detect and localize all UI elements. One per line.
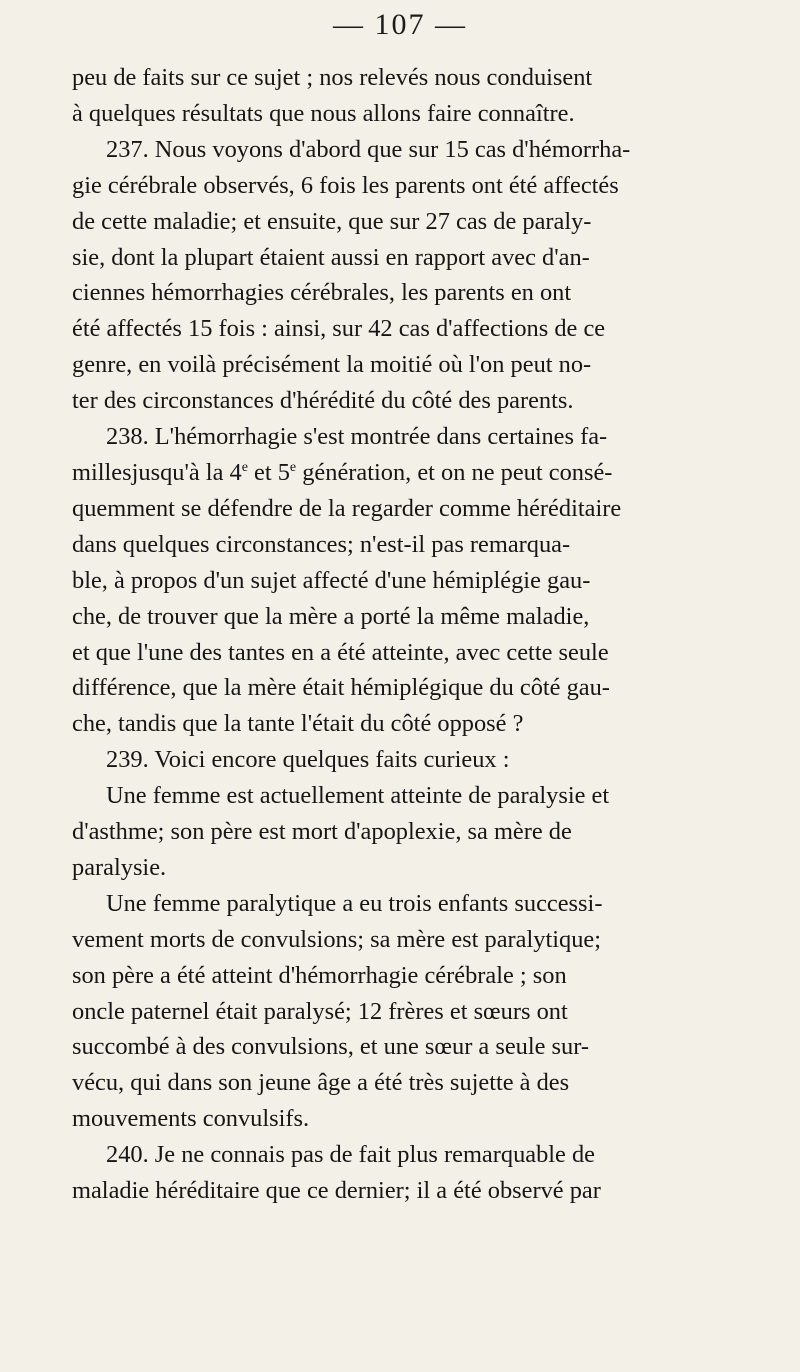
text-line: à quelques résultats que nous allons faire connaître. — [72, 99, 575, 127]
superscript: e — [289, 459, 297, 475]
paragraph-237 — [72, 132, 740, 419]
page-body-text — [72, 60, 740, 1209]
text-line: che, tandis que la tante l'était du côté opposé ? — [72, 710, 524, 738]
text-line: genre, en voilà précisément la moitié où l'on peut no- — [72, 351, 592, 379]
text-line: été affectés 15 fois : ainsi, sur 42 cas d'affections de ce — [72, 315, 606, 343]
text-line: peu de faits sur ce sujet ; nos relevés nous conduisent — [72, 64, 593, 91]
paragraph-238 — [72, 419, 740, 742]
text-line: différence, que la mère était hémiplégique du côté gau- — [72, 674, 610, 702]
page-number-header: — 107 — — [333, 8, 467, 41]
text-line: ble, à propos d'un sujet affecté d'une hémiplégie gau- — [72, 566, 591, 594]
superscript: e — [241, 459, 248, 475]
paragraph — [72, 778, 740, 886]
text-line: 237. Nous voyons d'abord que sur 15 cas d'hémorrha- — [106, 135, 631, 163]
text-line: mouvements convulsifs. — [72, 1105, 310, 1133]
text-line: che, de trouver que la mère a porté la même maladie, — [72, 602, 590, 630]
text-line: 240. Je ne connais pas de fait plus remarquable de — [106, 1141, 596, 1169]
text-line: oncle paternel était paralysé; 12 frères et sœurs ont — [72, 997, 568, 1025]
text-fragment: millesjusqu'à la 4 — [72, 458, 242, 486]
paragraph — [72, 886, 740, 1137]
text-line: paralysie. — [72, 853, 167, 881]
text-line — [72, 459, 612, 486]
text-line: vécu, qui dans son jeune âge a été très sujette à des — [72, 1069, 570, 1097]
paragraph-240 — [72, 1137, 740, 1209]
paragraph — [72, 60, 740, 132]
text-line: maladie héréditaire que ce dernier; il a été observé par — [72, 1177, 601, 1205]
text-line: succombé à des convulsions, et une sœur a seule sur- — [72, 1033, 590, 1061]
text-fragment: et 5 — [247, 458, 290, 486]
text-line: et que l'une des tantes en a été atteinte, avec cette seule — [72, 638, 609, 666]
text-line: ciennes hémorrhagies cérébrales, les parents en ont — [72, 279, 572, 307]
paragraph-239 — [72, 742, 740, 778]
text-line: 238. L'hémorrhagie s'est montrée dans certaines fa- — [106, 423, 608, 451]
text-line: Une femme est actuellement atteinte de paralysie et — [106, 782, 610, 810]
text-line: quemment se défendre de la regarder comme héréditaire — [72, 494, 622, 522]
text-line: ter des circonstances d'hérédité du côté des parents. — [72, 387, 574, 415]
text-line: Une femme paralytique a eu trois enfants successi- — [106, 889, 603, 917]
text-line: 239. Voici encore quelques faits curieux : — [106, 746, 510, 774]
text-line: vement morts de convulsions; sa mère est paralytique; — [72, 925, 602, 953]
text-line: d'asthme; son père est mort d'apoplexie, sa mère de — [72, 818, 572, 846]
text-line: son père a été atteint d'hémorrhagie cérébrale ; son — [72, 961, 567, 989]
text-fragment: génération, et on ne peut consé- — [296, 458, 613, 486]
text-line: de cette maladie; et ensuite, que sur 27 cas de paraly- — [72, 207, 592, 235]
text-line: gie cérébrale observés, 6 fois les parents ont été affectés — [72, 171, 619, 199]
text-line: sie, dont la plupart étaient aussi en rapport avec d'an- — [72, 243, 590, 271]
text-line: dans quelques circonstances; n'est-il pas remarqua- — [72, 530, 571, 558]
